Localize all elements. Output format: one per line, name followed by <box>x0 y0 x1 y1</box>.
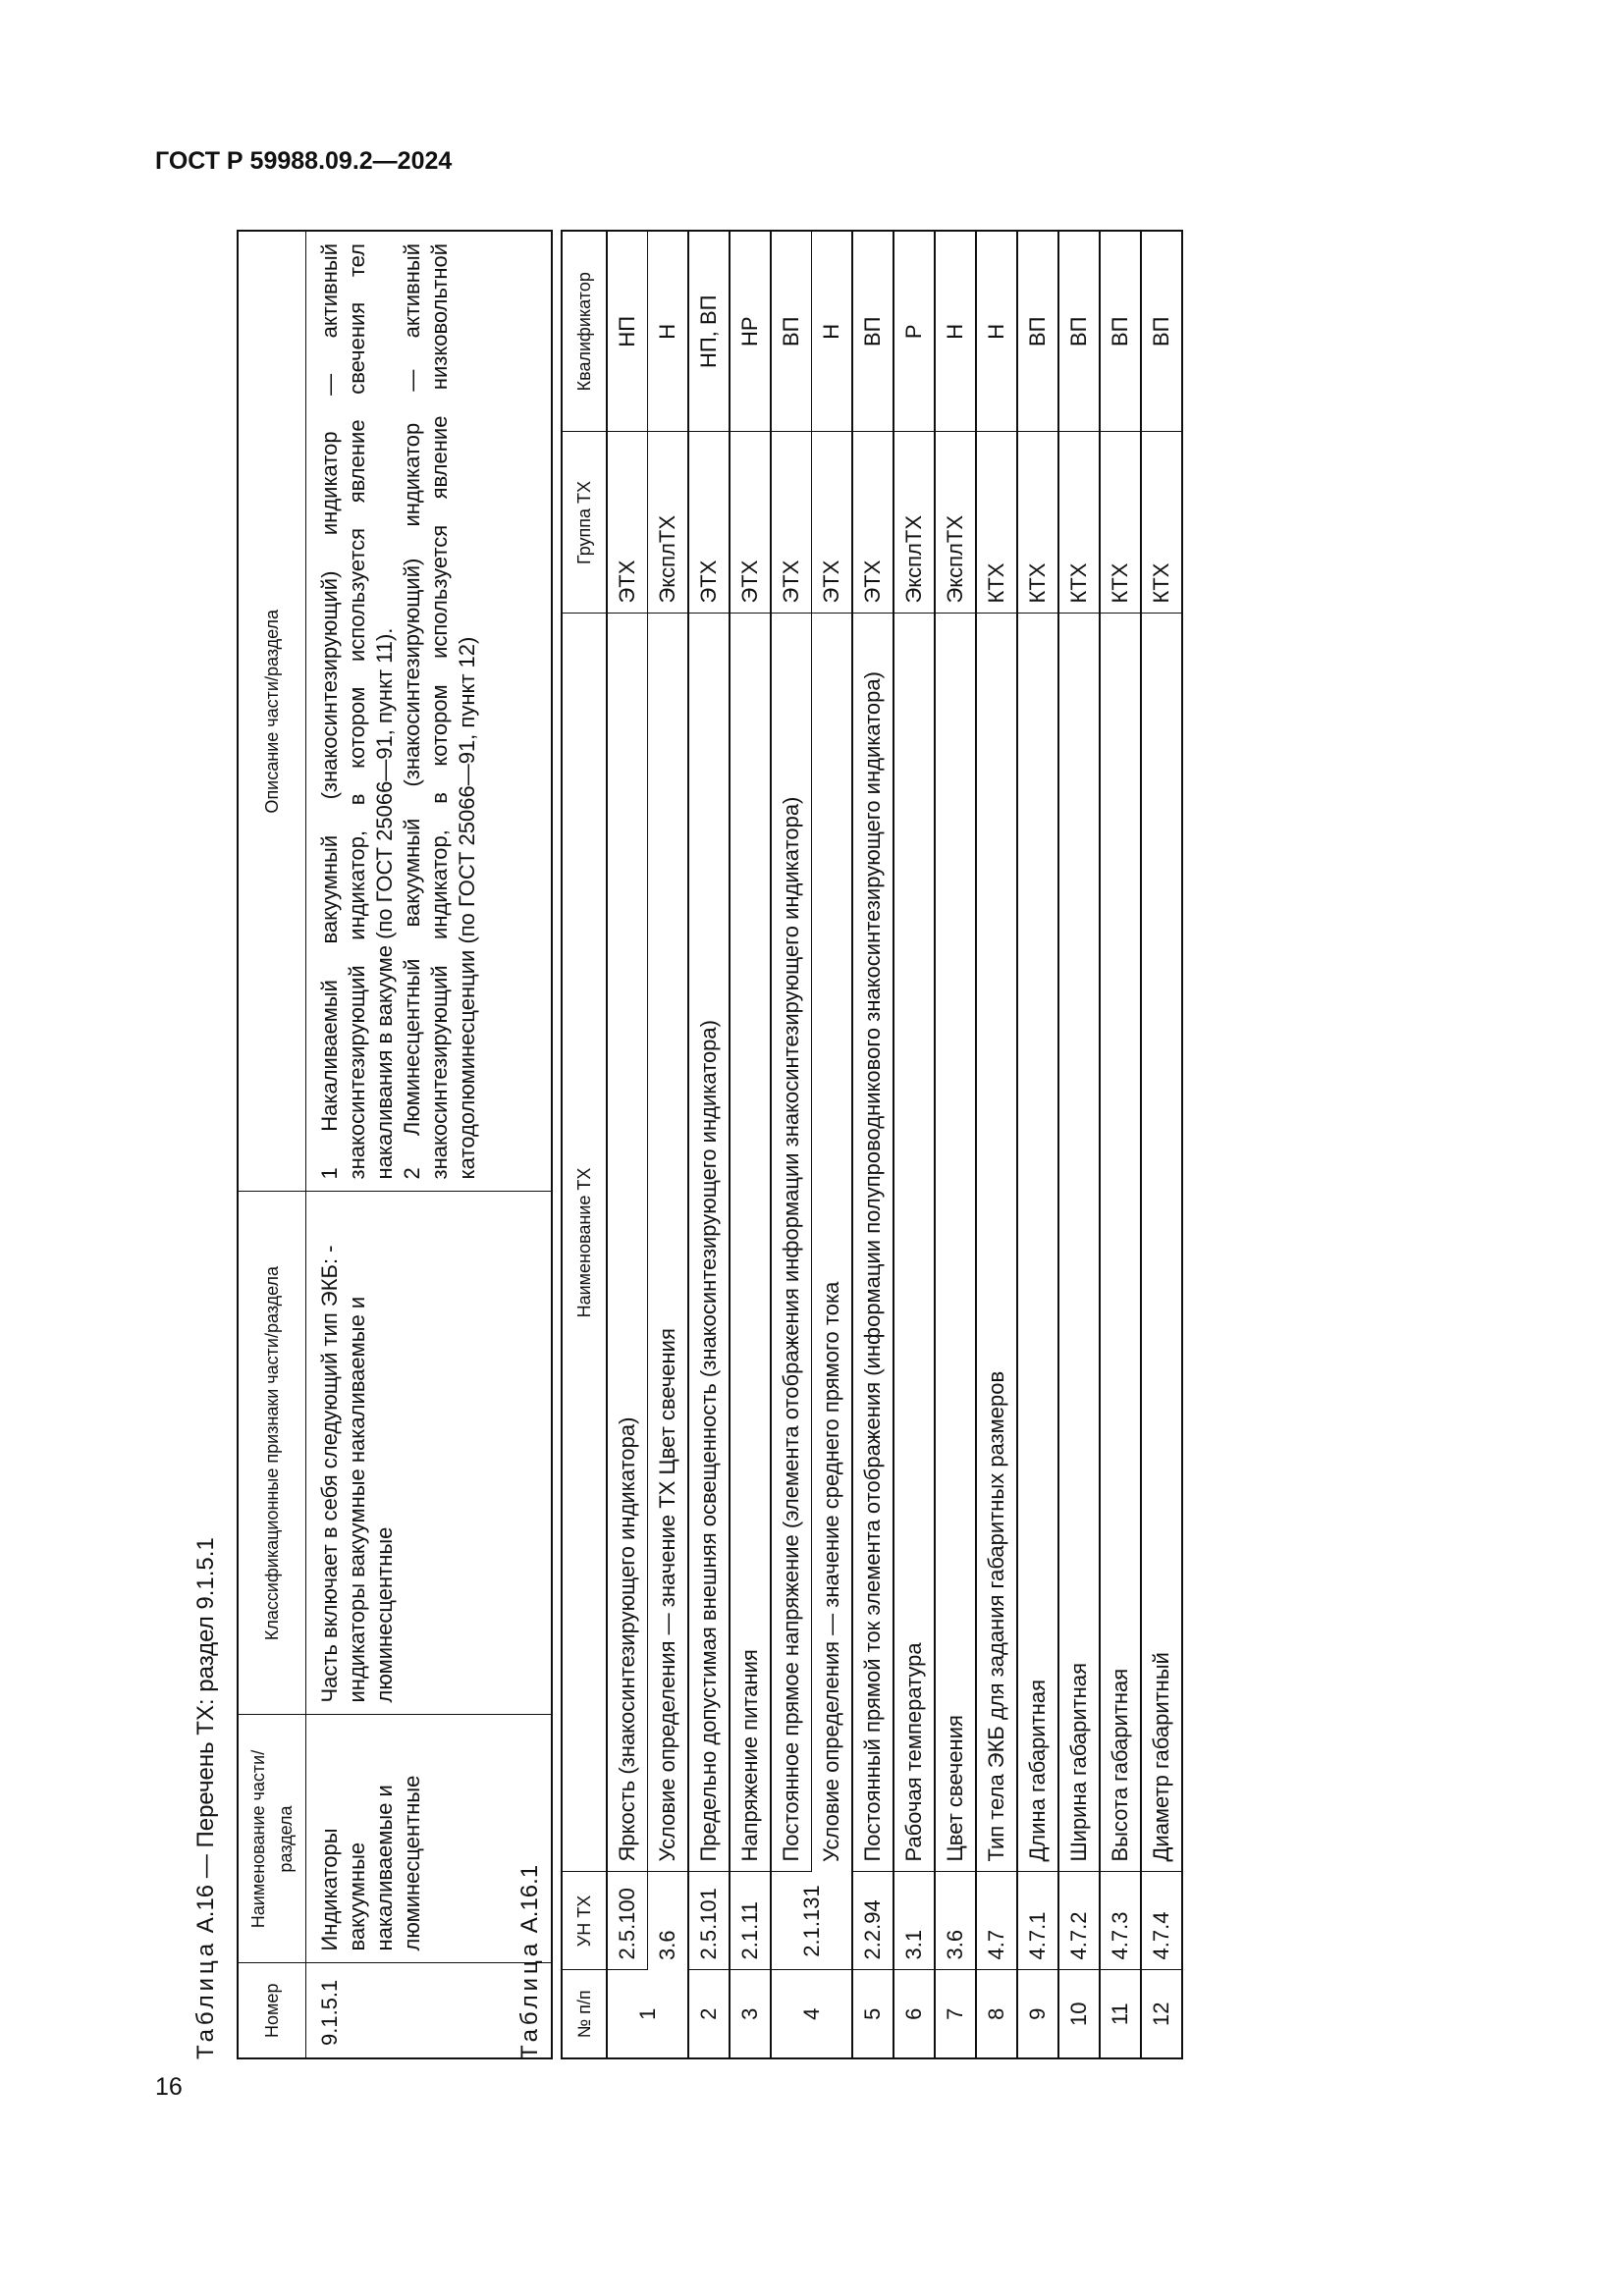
page-number: 16 <box>155 2073 183 2101</box>
cell-index: 11 <box>1100 1970 1141 2058</box>
cell-number: 9.1.5.1 <box>317 1979 342 2046</box>
table-a161 <box>561 230 1183 2059</box>
cell-index: 5 <box>852 1970 893 2058</box>
cell-group: ЭТХ <box>771 432 812 614</box>
cell-group: ЭксплТХ <box>648 432 689 614</box>
table-row <box>1017 231 1058 2058</box>
table-row <box>852 231 893 2058</box>
col-header-number: Номер <box>238 1963 306 2058</box>
cell-name: Постоянный прямой ток элемента отображения (информации полупроводникового знакосинтезирующего индикатора) <box>852 614 893 1872</box>
cell-group: КТХ <box>1017 432 1058 614</box>
cell-code: 2.5.100 <box>607 1872 648 1970</box>
cell-group: ЭТХ <box>812 432 853 614</box>
cell-name: Предельно допустимая внешняя освещенность (знакосинтезирующего индикатора) <box>688 614 730 1872</box>
cell-group: КТХ <box>1100 432 1141 614</box>
cell-qualifier: ВП <box>1100 231 1141 432</box>
cell-qualifier: НР <box>730 231 771 432</box>
cell-name: Диаметр габаритный <box>1141 614 1182 1872</box>
description-item-2: 2 Люминесцентный вакуумный (знакосинтезирующий) индикатор — активный знакосинтезирующий индикатор, в котором используется явление низковольтной катодолюминесценции (по ГОСТ 25066—91, пункт 12) <box>400 243 479 1180</box>
cell-qualifier: ВП <box>1017 231 1058 432</box>
cell-qualifier: Н <box>648 231 689 432</box>
cell-group: ЭТХ <box>852 432 893 614</box>
cell-group: ЭТХ <box>607 432 648 614</box>
cell-qualifier: Н <box>976 231 1017 432</box>
table-row <box>771 231 812 2058</box>
col-header-description: Описание части/раздела <box>238 231 306 1192</box>
cell-index: 4 <box>771 1970 852 2058</box>
cell-name: Напряжение питания <box>730 614 771 1872</box>
table-row <box>306 231 552 2058</box>
table-row <box>1100 231 1141 2058</box>
cell-qualifier: НП <box>607 231 648 432</box>
cell-code: 2.1.11 <box>730 1872 771 1970</box>
col-header-index: № п/п <box>574 1990 594 2039</box>
cell-name: Постоянное прямое напряжение (элемента отображения информации знакосинтезирующего индикатора) <box>771 614 812 1872</box>
cell-index: 3 <box>730 1970 771 2058</box>
cell-index: 2 <box>688 1970 730 2058</box>
cell-name: Длина габаритная <box>1017 614 1058 1872</box>
cell-code: 4.7 <box>976 1872 1017 1970</box>
table-caption-text: А.16.1 <box>516 1864 543 1934</box>
cell-name: Яркость (знакосинтезирующего индикатора) <box>607 614 648 1872</box>
cell-index: 7 <box>935 1970 976 2058</box>
cell-qualifier: ВП <box>1058 231 1100 432</box>
cell-index: 8 <box>976 1970 1017 2058</box>
cell-name: Рабочая температура <box>893 614 935 1872</box>
cell-qualifier: НП, ВП <box>688 231 730 432</box>
cell-code: 2.1.131 <box>771 1872 852 1970</box>
table-a161-caption <box>515 232 561 2059</box>
cell-name: Условие определения — значение ТХ Цвет свечения <box>648 614 689 1872</box>
cell-group: ЭксплТХ <box>893 432 935 614</box>
cell-qualifier: Р <box>893 231 935 432</box>
cell-description <box>306 231 552 1192</box>
table-row <box>935 231 976 2058</box>
cell-qualifier: Н <box>812 231 853 432</box>
cell-name: Ширина габаритная <box>1058 614 1100 1872</box>
cell-code: 2.2.94 <box>852 1872 893 1970</box>
table-caption-text: А.16 — Перечень ТХ: раздел 9.1.5.1 <box>192 1537 219 1934</box>
table-row <box>812 231 853 2058</box>
table-a16 <box>237 230 553 2059</box>
cell-index: 12 <box>1141 1970 1182 2058</box>
cell-code: 2.5.101 <box>688 1872 730 1970</box>
table-label: Таблица <box>516 1939 543 2059</box>
cell-group: КТХ <box>976 432 1017 614</box>
col-header-code: УН ТХ <box>562 1872 607 1970</box>
table-row <box>1141 231 1182 2058</box>
cell-group: ЭТХ <box>730 432 771 614</box>
description-item-1: 1 Накаливаемый вакуумный (знакосинтезирующий) индикатор — активный знакосинтезирующий индикатор, в котором используется явление свечения тел накаливания в вакууме (по ГОСТ 25066—91, пункт 11). <box>317 243 397 1180</box>
table-a16-caption <box>191 232 237 2059</box>
cell-name: Цвет свечения <box>935 614 976 1872</box>
cell-name: Высота габаритная <box>1100 614 1141 1872</box>
cell-name: Индикаторы вакуумные накаливаемые и люминесцентные <box>306 1715 552 1963</box>
cell-code: 4.7.1 <box>1017 1872 1058 1970</box>
col-header-qualifier: Квалификатор <box>562 231 607 432</box>
table-row <box>893 231 935 2058</box>
cell-code: 4.7.2 <box>1058 1872 1100 1970</box>
cell-group: ЭТХ <box>688 432 730 614</box>
cell-code: 3.6 <box>648 1872 689 1970</box>
cell-name: Условие определения — значение среднего прямого тока <box>812 614 853 1872</box>
cell-group: КТХ <box>1058 432 1100 614</box>
cell-code: 3.1 <box>893 1872 935 1970</box>
cell-qualifier: ВП <box>1141 231 1182 432</box>
table-row <box>607 231 648 2058</box>
cell-qualifier: ВП <box>771 231 812 432</box>
cell-code: 4.7.3 <box>1100 1872 1141 1970</box>
col-header-group: Группа ТХ <box>562 432 607 614</box>
col-header-classification: Классификационные признаки части/раздела <box>238 1192 306 1715</box>
table-a16-block <box>191 232 553 2059</box>
cell-index: 6 <box>893 1970 935 2058</box>
col-header-name: Наименование ТХ <box>562 614 607 1872</box>
table-row <box>1058 231 1100 2058</box>
cell-classification: Часть включает в себя следующий тип ЭКБ: - индикаторы вакуумные накаливаемые и люминесцентные <box>306 1192 552 1715</box>
cell-qualifier: Н <box>935 231 976 432</box>
col-header-name: Наименование части/раздела <box>238 1715 306 1963</box>
cell-group: КТХ <box>1141 432 1182 614</box>
cell-code: 3.6 <box>935 1872 976 1970</box>
cell-index: 1 <box>607 1970 688 2058</box>
table-a161-block <box>515 232 1183 2059</box>
cell-qualifier: ВП <box>852 231 893 432</box>
table-row <box>730 231 771 2058</box>
table-row <box>648 231 689 2058</box>
cell-group: ЭксплТХ <box>935 432 976 614</box>
cell-index: 10 <box>1058 1970 1100 2058</box>
table-row <box>976 231 1017 2058</box>
table-row <box>688 231 730 2058</box>
cell-name: Тип тела ЭКБ для задания габаритных размеров <box>976 614 1017 1872</box>
cell-index: 9 <box>1017 1970 1058 2058</box>
cell-code: 4.7.4 <box>1141 1872 1182 1970</box>
table-label: Таблица <box>192 1939 219 2059</box>
document-header: ГОСТ Р 59988.09.2—2024 <box>155 147 453 175</box>
